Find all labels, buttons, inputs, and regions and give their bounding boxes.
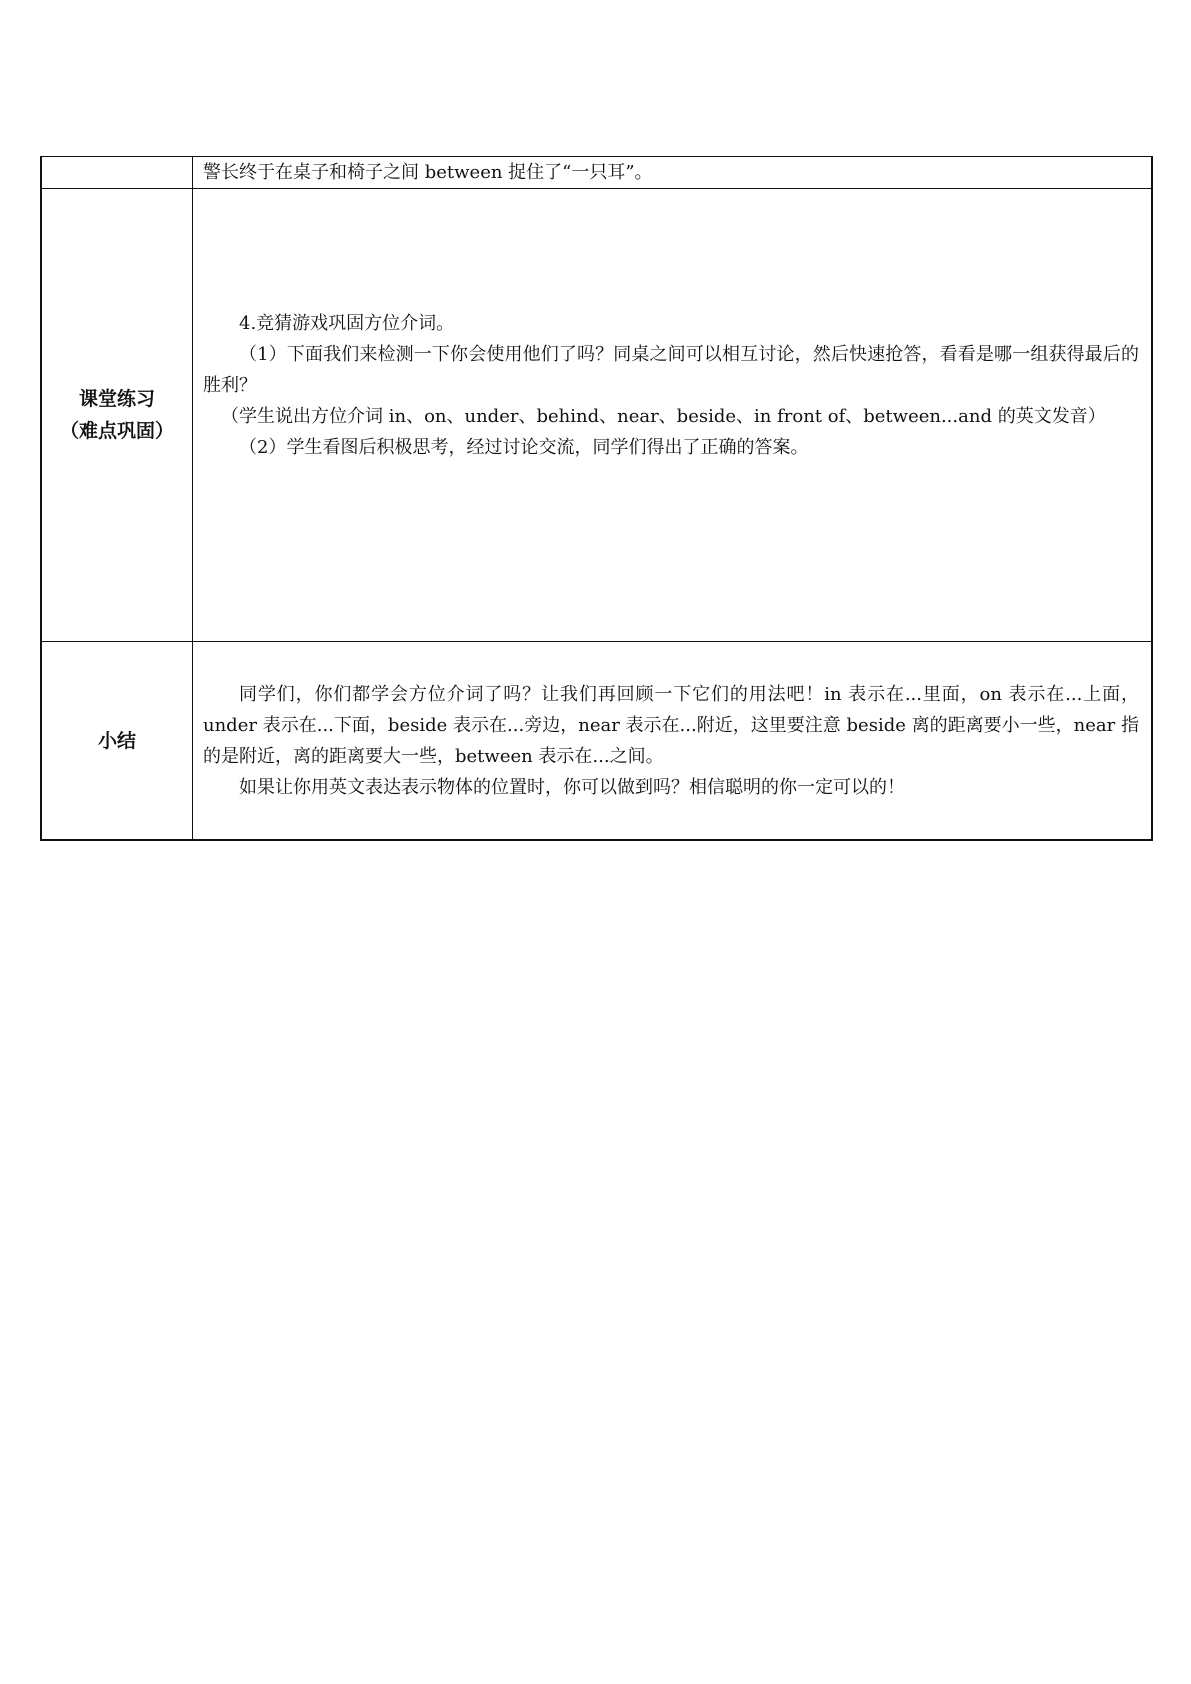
table-row	[41, 642, 1152, 841]
practice-paragraph: （1）下面我们来检测一下你会使用他们了吗？同桌之间可以相互讨论，然后快速抢答，看看是哪一组获得最后的胜利？	[203, 343, 1139, 396]
summary-paragraph: 如果让你用英文表达表示物体的位置时，你可以做到吗？相信聪明的你一定可以的！	[239, 776, 905, 798]
row-label-empty	[41, 157, 193, 189]
table-row	[41, 189, 1152, 642]
practice-label: 课堂练习	[78, 388, 155, 410]
practice-sublabel: （难点巩固）	[59, 420, 174, 442]
lesson-plan-table	[40, 156, 1153, 841]
story-text-cell	[193, 157, 1153, 189]
row-label-practice	[41, 189, 193, 642]
row-label-summary: 小结	[41, 642, 193, 841]
practice-paragraph: 4.竞猜游戏巩固方位介词。	[239, 312, 455, 334]
table-row	[41, 157, 1152, 189]
summary-content-cell	[193, 642, 1153, 841]
summary-paragraph: 同学们，你们都学会方位介词了吗？让我们再回顾一下它们的用法吧！in 表示在...里面，on 表示在...上面，under 表示在...下面，beside 表示在...旁边，near 表示在...附近，这里要注意 beside 离的距离要小一些，near 指的是附近，离的距离要大一些，between 表示在...之间。	[203, 683, 1139, 767]
practice-content-cell	[193, 189, 1153, 642]
story-sentence: 警长终于在桌子和椅子之间 between 捉住了“一只耳”。	[203, 162, 653, 183]
practice-paragraph: （2）学生看图后积极思考，经过讨论交流，同学们得出了正确的答案。	[239, 436, 809, 458]
practice-paragraph: （学生说出方位介词 in、on、under、behind、near、beside、in front of、between...and 的英文发音）	[221, 405, 1106, 427]
